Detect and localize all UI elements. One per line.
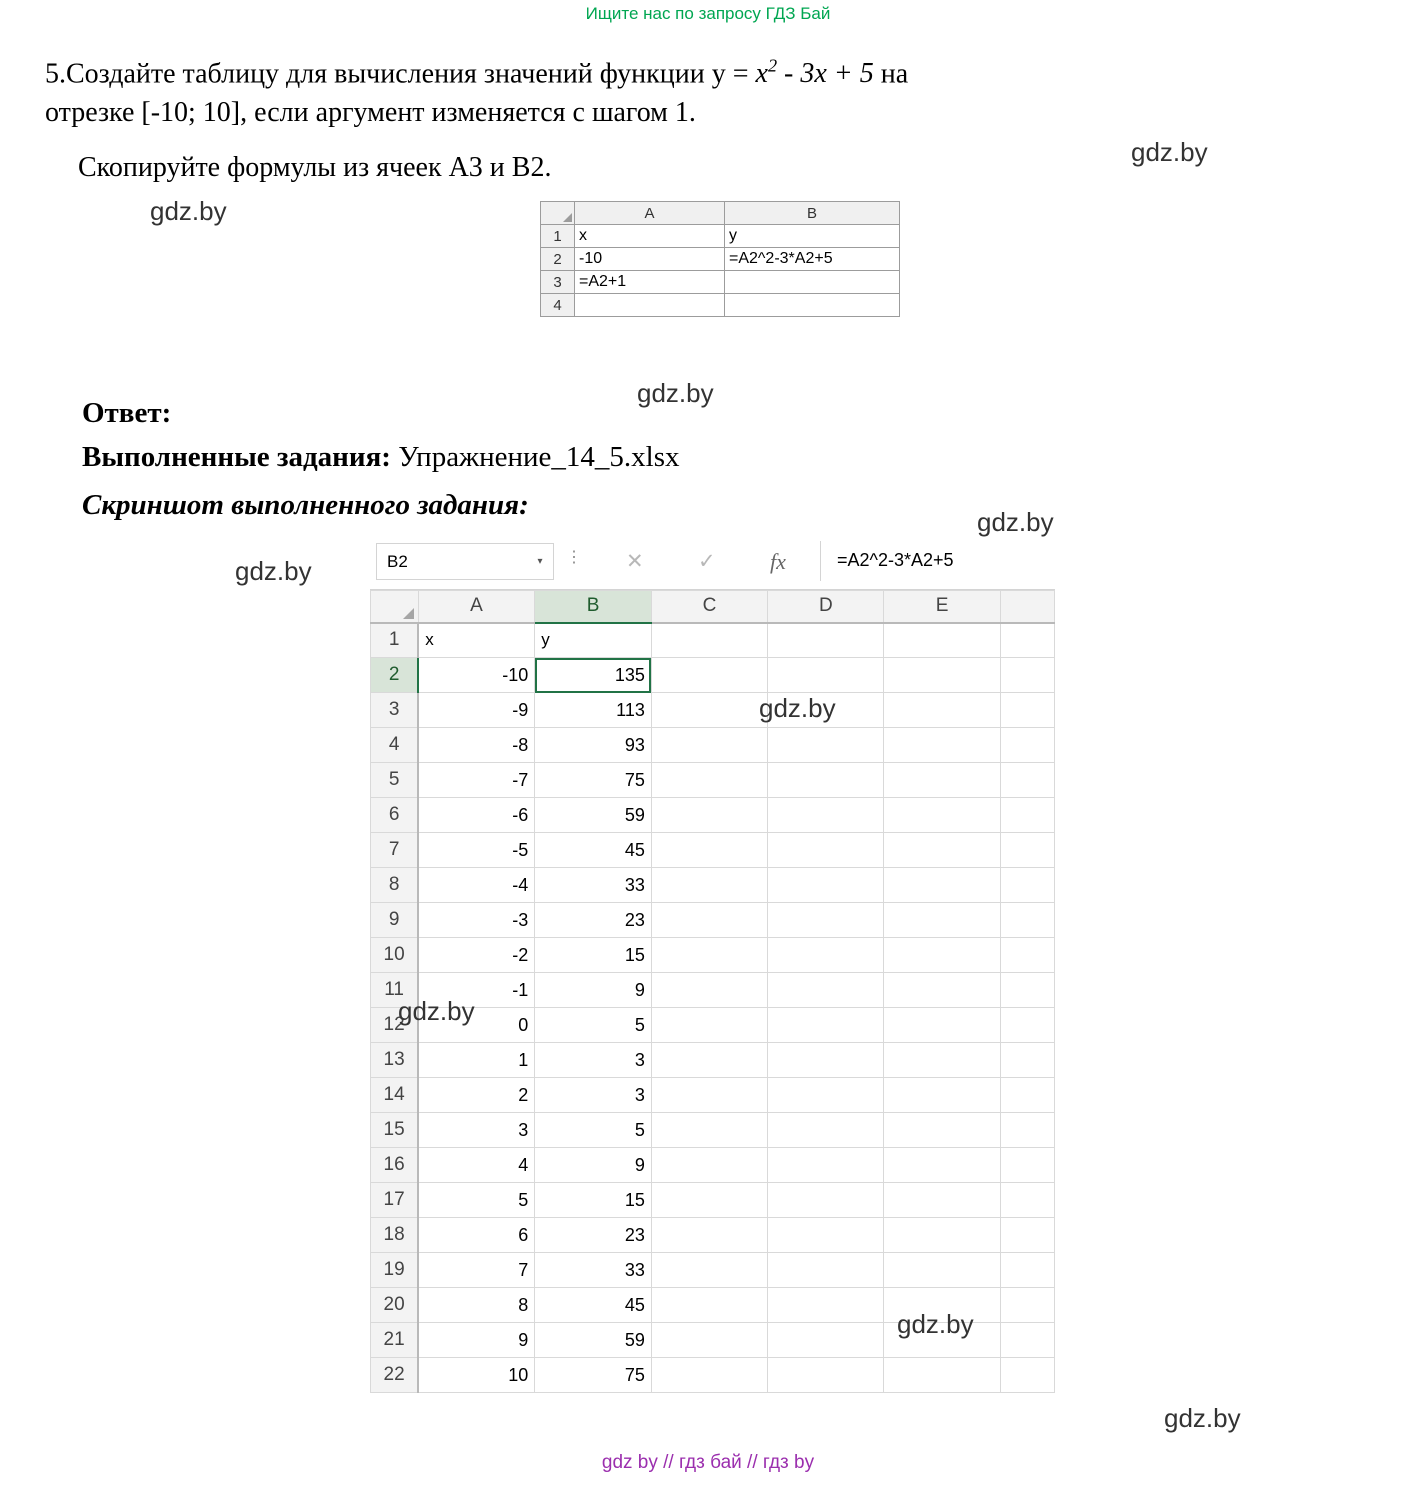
column-header-partial[interactable] — [1000, 591, 1054, 623]
cell-e5[interactable] — [884, 763, 1000, 798]
cell-c20[interactable] — [651, 1288, 767, 1323]
table-row — [371, 1218, 1055, 1253]
row-header-6[interactable]: 6 — [371, 798, 419, 833]
cell-c4[interactable] — [651, 728, 767, 763]
table-row — [371, 1183, 1055, 1218]
row-header-16[interactable]: 16 — [371, 1148, 419, 1183]
excel-column-header-row — [371, 591, 1055, 623]
task-formula — [756, 58, 874, 89]
footer-separator-1: // — [663, 1452, 674, 1473]
formula-exponent: 2 — [767, 56, 778, 76]
table-row — [371, 658, 1055, 693]
column-header-a[interactable]: A — [418, 591, 535, 623]
cell-d7[interactable] — [768, 833, 884, 868]
cell-a22[interactable]: 10 — [418, 1358, 535, 1393]
cell-d21[interactable] — [768, 1323, 884, 1358]
cell-a7[interactable]: -5 — [418, 833, 535, 868]
row-header-20[interactable]: 20 — [371, 1288, 419, 1323]
mini-cell-b3 — [725, 271, 900, 294]
cell-a21[interactable]: 9 — [418, 1323, 535, 1358]
column-header-b[interactable]: B — [535, 591, 652, 623]
select-all-corner[interactable] — [371, 591, 419, 623]
column-header-d[interactable]: D — [768, 591, 884, 623]
row-header-4[interactable]: 4 — [371, 728, 419, 763]
insert-function-icon[interactable]: fx — [770, 549, 786, 574]
excel-grid[interactable] — [370, 590, 1055, 1393]
footer — [0, 1452, 1416, 1474]
row-header-15[interactable]: 15 — [371, 1113, 419, 1148]
cell-e12[interactable] — [884, 1008, 1000, 1043]
cell-f6[interactable] — [1000, 798, 1054, 833]
cell-f4[interactable] — [1000, 728, 1054, 763]
mini-select-all-corner — [541, 202, 575, 225]
cell-d6[interactable] — [768, 798, 884, 833]
cell-b12[interactable]: 5 — [535, 1008, 652, 1043]
cell-a10[interactable]: -2 — [418, 938, 535, 973]
cell-d9[interactable] — [768, 903, 884, 938]
row-header-11[interactable]: 11 — [371, 973, 419, 1008]
cell-b10[interactable]: 15 — [535, 938, 652, 973]
completed-tasks-value: Упражнение_14_5.xlsx — [398, 441, 680, 473]
mini-table-row — [541, 271, 900, 294]
watermark-7: gdz.by — [398, 996, 475, 1026]
site-banner — [0, 4, 1416, 24]
cell-a9[interactable]: -3 — [418, 903, 535, 938]
cell-b3[interactable]: 113 — [535, 693, 652, 728]
mini-row-header-2: 2 — [541, 248, 575, 271]
cell-f2[interactable] — [1000, 658, 1054, 693]
row-header-13[interactable]: 13 — [371, 1043, 419, 1078]
cell-b21[interactable]: 59 — [535, 1323, 652, 1358]
cell-a4[interactable]: -8 — [418, 728, 535, 763]
cell-c17[interactable] — [651, 1183, 767, 1218]
cell-e6[interactable] — [884, 798, 1000, 833]
excel-screenshot — [370, 533, 1055, 1418]
cell-c18[interactable] — [651, 1218, 767, 1253]
cell-b20[interactable]: 45 — [535, 1288, 652, 1323]
answer-label: Ответ: — [82, 397, 172, 429]
cell-a17[interactable]: 5 — [418, 1183, 535, 1218]
cell-a20[interactable]: 8 — [418, 1288, 535, 1323]
cell-b1[interactable]: y — [535, 623, 652, 658]
cell-f16[interactable] — [1000, 1148, 1054, 1183]
cell-a8[interactable]: -4 — [418, 868, 535, 903]
watermark-9: gdz.by — [1164, 1403, 1241, 1433]
cell-f5[interactable] — [1000, 763, 1054, 798]
cell-d19[interactable] — [768, 1253, 884, 1288]
table-row — [371, 938, 1055, 973]
cell-c13[interactable] — [651, 1043, 767, 1078]
column-header-c[interactable]: C — [651, 591, 767, 623]
cell-e1[interactable] — [884, 623, 1000, 658]
cell-c2[interactable] — [651, 658, 767, 693]
cell-b22[interactable]: 75 — [535, 1358, 652, 1393]
table-row — [371, 1358, 1055, 1393]
cell-f17[interactable] — [1000, 1183, 1054, 1218]
cell-e15[interactable] — [884, 1113, 1000, 1148]
mini-row-header-1: 1 — [541, 225, 575, 248]
cell-b13[interactable]: 3 — [535, 1043, 652, 1078]
cell-f12[interactable] — [1000, 1008, 1054, 1043]
cell-c9[interactable] — [651, 903, 767, 938]
cell-f22[interactable] — [1000, 1358, 1054, 1393]
chevron-down-icon[interactable]: ▾ — [537, 556, 543, 567]
formula-rest: - 3x + 5 — [777, 58, 874, 90]
table-row — [371, 763, 1055, 798]
cell-b6[interactable]: 59 — [535, 798, 652, 833]
formula-input[interactable] — [828, 543, 1050, 578]
mini-cell-a1: x — [575, 225, 725, 248]
mini-cell-a2: -10 — [575, 248, 725, 271]
row-header-12[interactable]: 12 — [371, 1008, 419, 1043]
row-header-7[interactable]: 7 — [371, 833, 419, 868]
mini-row-header-4: 4 — [541, 294, 575, 317]
completed-tasks-label: Выполненные задания: — [82, 441, 391, 473]
cell-a19[interactable]: 7 — [418, 1253, 535, 1288]
cell-b8[interactable]: 33 — [535, 868, 652, 903]
table-row — [371, 1043, 1055, 1078]
corner-triangle-icon — [403, 608, 414, 619]
cell-f21[interactable] — [1000, 1323, 1054, 1358]
mini-cell-b1: y — [725, 225, 900, 248]
cell-e22[interactable] — [884, 1358, 1000, 1393]
cell-f11[interactable] — [1000, 973, 1054, 1008]
cell-e14[interactable] — [884, 1078, 1000, 1113]
footer-item-1[interactable]: gdz by — [601, 1452, 658, 1473]
cell-e19[interactable] — [884, 1253, 1000, 1288]
row-header-5[interactable]: 5 — [371, 763, 419, 798]
cell-d20[interactable] — [768, 1288, 884, 1323]
row-header-19[interactable]: 19 — [371, 1253, 419, 1288]
confirm-check-icon[interactable]: ✓ — [698, 550, 716, 573]
row-header-9[interactable]: 9 — [371, 903, 419, 938]
cell-f18[interactable] — [1000, 1218, 1054, 1253]
task-number: 5. — [45, 58, 66, 90]
watermark-3: gdz.by — [637, 378, 714, 408]
cell-f14[interactable] — [1000, 1078, 1054, 1113]
cell-e9[interactable] — [884, 903, 1000, 938]
cell-e7[interactable] — [884, 833, 1000, 868]
name-box[interactable] — [376, 543, 554, 580]
cell-b18[interactable]: 23 — [535, 1218, 652, 1253]
watermark-8: gdz.by — [897, 1309, 974, 1339]
cell-a6[interactable]: -6 — [418, 798, 535, 833]
cell-b9[interactable]: 23 — [535, 903, 652, 938]
table-row — [371, 833, 1055, 868]
cell-a11[interactable]: -1 — [418, 973, 535, 1008]
row-header-21[interactable]: 21 — [371, 1323, 419, 1358]
footer-item-2[interactable]: гдз бай — [678, 1452, 742, 1473]
cell-c12[interactable] — [651, 1008, 767, 1043]
cell-d18[interactable] — [768, 1218, 884, 1253]
table-row — [371, 1253, 1055, 1288]
cell-e13[interactable] — [884, 1043, 1000, 1078]
cell-d13[interactable] — [768, 1043, 884, 1078]
row-header-2[interactable]: 2 — [371, 658, 419, 693]
cell-b4[interactable]: 93 — [535, 728, 652, 763]
mini-cell-a3: =A2+1 — [575, 271, 725, 294]
cell-a13[interactable]: 1 — [418, 1043, 535, 1078]
watermark-1: gdz.by — [1131, 137, 1208, 167]
cell-e17[interactable] — [884, 1183, 1000, 1218]
cell-c8[interactable] — [651, 868, 767, 903]
cell-e10[interactable] — [884, 938, 1000, 973]
mini-column-header-a: A — [575, 202, 725, 225]
cancel-icon[interactable]: ✕ — [626, 550, 644, 573]
footer-item-3[interactable]: гдз by — [762, 1452, 815, 1473]
corner-triangle-icon — [563, 213, 572, 222]
cell-a1[interactable]: x — [418, 623, 535, 658]
column-header-e[interactable]: E — [884, 591, 1000, 623]
cell-a12[interactable]: 0 — [418, 1008, 535, 1043]
mini-cell-a4 — [575, 294, 725, 317]
site-banner-text: Ищите нас по запросу ГДЗ Бай — [585, 4, 831, 23]
cell-e3[interactable] — [884, 693, 1000, 728]
cell-f13[interactable] — [1000, 1043, 1054, 1078]
watermark-4: gdz.by — [977, 507, 1054, 537]
cell-f10[interactable] — [1000, 938, 1054, 973]
cell-e11[interactable] — [884, 973, 1000, 1008]
cell-a16[interactable]: 4 — [418, 1148, 535, 1183]
table-row — [371, 1148, 1055, 1183]
cell-b2[interactable]: 135 — [535, 658, 652, 693]
cell-c6[interactable] — [651, 798, 767, 833]
cell-a18[interactable]: 6 — [418, 1218, 535, 1253]
cell-a15[interactable]: 3 — [418, 1113, 535, 1148]
cell-f9[interactable] — [1000, 903, 1054, 938]
cell-f1[interactable] — [1000, 623, 1054, 658]
row-header-14[interactable]: 14 — [371, 1078, 419, 1113]
mini-table-row — [541, 248, 900, 271]
mini-spreadsheet — [540, 201, 900, 317]
cell-b11[interactable]: 9 — [535, 973, 652, 1008]
task-line3: Скопируйте формулы из ячеек A3 и B2. — [78, 152, 552, 183]
cell-d5[interactable] — [768, 763, 884, 798]
name-box-value: B2 — [387, 551, 408, 571]
cell-c5[interactable] — [651, 763, 767, 798]
table-row — [371, 903, 1055, 938]
cell-f19[interactable] — [1000, 1253, 1054, 1288]
row-header-18[interactable]: 18 — [371, 1218, 419, 1253]
cell-d10[interactable] — [768, 938, 884, 973]
cell-c15[interactable] — [651, 1113, 767, 1148]
cell-c10[interactable] — [651, 938, 767, 973]
cell-d1[interactable] — [768, 623, 884, 658]
cell-f20[interactable] — [1000, 1288, 1054, 1323]
cell-d2[interactable] — [768, 658, 884, 693]
mini-header-row — [541, 202, 900, 225]
watermark-5: gdz.by — [235, 556, 312, 586]
formula-input-value: =A2^2-3*A2+5 — [837, 550, 954, 570]
cell-a14[interactable]: 2 — [418, 1078, 535, 1113]
cell-c19[interactable] — [651, 1253, 767, 1288]
cell-f15[interactable] — [1000, 1113, 1054, 1148]
table-row — [371, 868, 1055, 903]
cell-e2[interactable] — [884, 658, 1000, 693]
completed-tasks-line — [82, 441, 680, 474]
cell-d12[interactable] — [768, 1008, 884, 1043]
row-header-10[interactable]: 10 — [371, 938, 419, 973]
cell-c1[interactable] — [651, 623, 767, 658]
cell-d8[interactable] — [768, 868, 884, 903]
cell-b15[interactable]: 5 — [535, 1113, 652, 1148]
cell-b16[interactable]: 9 — [535, 1148, 652, 1183]
row-header-17[interactable]: 17 — [371, 1183, 419, 1218]
cell-e4[interactable] — [884, 728, 1000, 763]
table-row — [371, 798, 1055, 833]
row-header-22[interactable]: 22 — [371, 1358, 419, 1393]
screenshot-label: Скриншот выполненного задания: — [82, 489, 529, 521]
table-row — [371, 1078, 1055, 1113]
cell-c7[interactable] — [651, 833, 767, 868]
cell-d4[interactable] — [768, 728, 884, 763]
cell-d17[interactable] — [768, 1183, 884, 1218]
cell-f7[interactable] — [1000, 833, 1054, 868]
cell-a5[interactable]: -7 — [418, 763, 535, 798]
cell-c22[interactable] — [651, 1358, 767, 1393]
vertical-dots-icon: ⋮ — [566, 549, 582, 566]
cell-b5[interactable]: 75 — [535, 763, 652, 798]
row-header-8[interactable]: 8 — [371, 868, 419, 903]
cell-e18[interactable] — [884, 1218, 1000, 1253]
table-row — [371, 623, 1055, 658]
cell-f8[interactable] — [1000, 868, 1054, 903]
cell-c14[interactable] — [651, 1078, 767, 1113]
cell-d22[interactable] — [768, 1358, 884, 1393]
cell-d16[interactable] — [768, 1148, 884, 1183]
task-line1-b: на — [873, 58, 909, 90]
cell-e8[interactable] — [884, 868, 1000, 903]
row-header-3[interactable]: 3 — [371, 693, 419, 728]
mini-cell-b2: =A2^2-3*A2+5 — [725, 248, 900, 271]
excel-formula-bar — [370, 533, 1055, 590]
cell-b14[interactable]: 3 — [535, 1078, 652, 1113]
cell-e16[interactable] — [884, 1148, 1000, 1183]
cell-c3[interactable] — [651, 693, 767, 728]
formula-bar-divider — [820, 541, 821, 581]
cell-a3[interactable]: -9 — [418, 693, 535, 728]
cell-b17[interactable]: 15 — [535, 1183, 652, 1218]
cell-d11[interactable] — [768, 973, 884, 1008]
cell-d15[interactable] — [768, 1113, 884, 1148]
cell-a2[interactable]: -10 — [418, 658, 535, 693]
footer-separator-2: // — [747, 1452, 758, 1473]
cell-c21[interactable] — [651, 1323, 767, 1358]
task-line1-a: Создайте таблицу для вычисления значений функции y = — [66, 58, 756, 90]
table-row — [371, 693, 1055, 728]
task-statement — [45, 54, 1335, 133]
mini-column-header-b: B — [725, 202, 900, 225]
table-row — [371, 728, 1055, 763]
row-header-1[interactable]: 1 — [371, 623, 419, 658]
mini-table-row — [541, 225, 900, 248]
mini-cell-b4 — [725, 294, 900, 317]
table-row — [371, 1113, 1055, 1148]
cell-c16[interactable] — [651, 1148, 767, 1183]
formula-variable: x — [755, 58, 768, 90]
watermark-2: gdz.by — [150, 196, 227, 226]
mini-table-row — [541, 294, 900, 317]
watermark-6: gdz.by — [759, 693, 836, 723]
cell-f3[interactable] — [1000, 693, 1054, 728]
mini-row-header-3: 3 — [541, 271, 575, 294]
cell-b7[interactable]: 45 — [535, 833, 652, 868]
cell-b19[interactable]: 33 — [535, 1253, 652, 1288]
cell-c11[interactable] — [651, 973, 767, 1008]
task-line2: отрезке [-10; 10], если аргумент изменяется с шагом 1. — [45, 96, 696, 128]
cell-d14[interactable] — [768, 1078, 884, 1113]
